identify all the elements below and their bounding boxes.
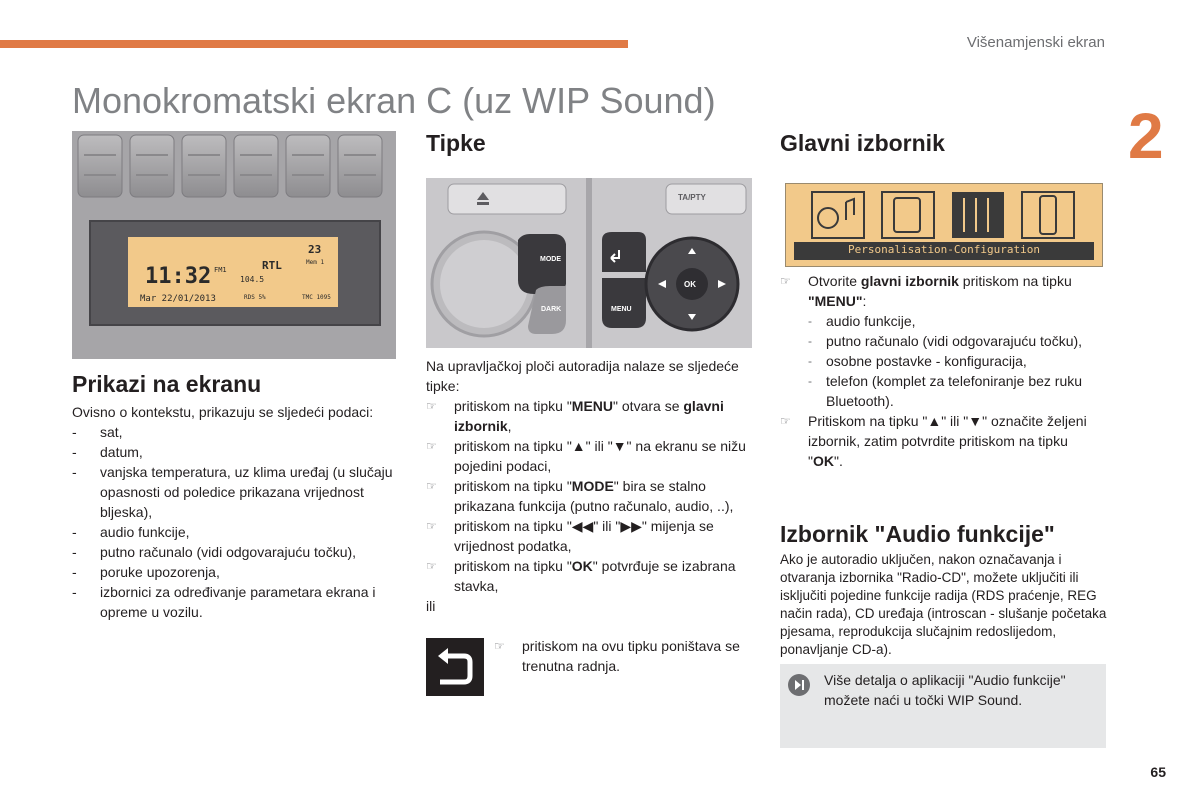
- audio-menu-text: Ako je autoradio uključen, nakon označavanja i otvaranja izbornika "Radio-CD", možete uključiti ili isključiti pojedine funkcije radija (RDS praćenje, REG način rada), CD uređaja (introscan - slušanje početaka pjesama, reprodukcija slučajnim redoslijedom, ponavljanje CD-a).: [780, 552, 1107, 657]
- list-item: ☞ pritiskom na tipku "MENU" otvara se glavni izbornik,: [426, 396, 752, 436]
- display-photo: [72, 131, 396, 359]
- menu-bar-label: Personalisation-Configuration: [847, 243, 1041, 256]
- or-text: ili: [426, 598, 436, 614]
- dark-button[interactable]: DARK: [541, 306, 562, 313]
- back-arrow-icon: [426, 638, 484, 696]
- list-item: - osobne postavke - konfiguracija,: [808, 351, 1106, 371]
- ok-button[interactable]: OK: [684, 280, 696, 289]
- heading-display-info: Prikazi na ekranu: [72, 371, 262, 397]
- lcd-band: FM1: [214, 266, 227, 274]
- list-item: - putno računalo (vidi odgovarajuću točku),: [808, 331, 1106, 351]
- heading-buttons: Tipke: [426, 130, 486, 156]
- list-item: - vanjska temperatura, uz klima uređaj (u slučaju opasnosti od poledice prikazana vrijednost bljeska),: [72, 462, 398, 522]
- heading-audio-menu: Izbornik "Audio funkcije": [780, 521, 1055, 547]
- lcd-mem: Mem 1: [306, 259, 325, 266]
- info-icon: [788, 674, 810, 696]
- main-menu-sublist: [808, 311, 1106, 411]
- list-item: - audio funkcije,: [72, 522, 398, 542]
- ta-pty-button[interactable]: TA/PTY: [678, 193, 706, 202]
- list-item: - audio funkcije,: [808, 311, 1106, 331]
- info-box: [780, 664, 1106, 748]
- list-item: - putno računalo (vidi odgovarajuću točku),: [72, 542, 398, 562]
- page-title: Monokromatski ekran C (uz WIP Sound): [72, 80, 716, 121]
- page-number: 65: [1150, 764, 1166, 780]
- list-item: ☞ Otvorite glavni izbornik pritiskom na tipku "MENU": - audio funkcije, - putno računalo (vidi odgovarajuću točku), - osobne postavke - konfiguracija, - telefon (komplet za telefoniranje bez ruku Bluetooth).: [780, 271, 1106, 411]
- dashboard-illustration: [72, 131, 396, 359]
- undo-text-block: [494, 636, 752, 676]
- list-item: - telefon (komplet za telefoniranje bez ruku Bluetooth).: [808, 371, 1106, 411]
- lcd-station: RTL: [262, 259, 282, 272]
- list-item: ☞ Pritiskom na tipku "▲" ili "▼" označite željeni izbornik, zatim potvrdite pritiskom na tipku "OK".: [780, 411, 1106, 471]
- lcd-ta: TMC 1095: [302, 294, 331, 301]
- display-info-list: [72, 422, 398, 622]
- list-item: - datum,: [72, 442, 398, 462]
- list-item: ☞ pritiskom na tipku "OK" potvrđuje se izabrana stavka,: [426, 556, 752, 596]
- radio-panel-illustration: [426, 178, 752, 348]
- mode-button[interactable]: MODE: [540, 256, 561, 263]
- lcd-frequency: 104.5: [240, 275, 265, 284]
- display-info-intro: Ovisno o kontekstu, prikazuju se sljedeći podaci:: [72, 404, 374, 420]
- lcd-date: Mar 22/01/2013: [140, 294, 216, 304]
- main-menu-screen: [785, 183, 1103, 267]
- buttons-list: [426, 396, 752, 596]
- main-menu-list: [780, 271, 1106, 471]
- lcd-rds: RDS 5%: [244, 294, 266, 301]
- back-button-illustration: [426, 638, 484, 696]
- list-item: ☞ pritiskom na tipku "◀◀" ili "▶▶" mijenja se vrijednost podatka,: [426, 516, 752, 556]
- menu-button[interactable]: MENU: [611, 306, 632, 313]
- list-item: ☞ pritiskom na tipku "▲" ili "▼" na ekranu se nižu pojedini podaci,: [426, 436, 752, 476]
- display-info-text: [72, 402, 398, 622]
- list-item: - poruke upozorenja,: [72, 562, 398, 582]
- list-item: ☞ pritiskom na ovu tipku poništava se trenutna radnja.: [494, 636, 752, 676]
- chapter-number: 2: [1128, 100, 1164, 172]
- info-text: Više detalja o aplikaciji "Audio funkcije" možete naći u točki WIP Sound.: [824, 672, 1066, 708]
- buttons-text: [426, 356, 752, 616]
- header-accent-bar: [0, 40, 628, 48]
- main-menu-text: [780, 271, 1106, 471]
- list-item: ☞ pritiskom na tipku "MODE" bira se stalno prikazana funkcija (putno računalo, audio, ..),: [426, 476, 752, 516]
- radio-panel-drawing: [426, 178, 752, 348]
- heading-main-menu: Glavni izbornik: [780, 130, 945, 156]
- section-label: Višenamjenski ekran: [966, 34, 1105, 51]
- buttons-intro: Na upravljačkoj ploči autoradija nalaze se sljedeće tipke:: [426, 358, 739, 394]
- lcd-temp: 23: [308, 243, 322, 256]
- list-item: - sat,: [72, 422, 398, 442]
- lcd-time: 11:32: [145, 264, 212, 289]
- list-item: - izbornici za određivanje parametara ekrana i opreme u vozilu.: [72, 582, 398, 622]
- undo-list: [494, 636, 752, 676]
- info-arrow-icon: [788, 674, 810, 696]
